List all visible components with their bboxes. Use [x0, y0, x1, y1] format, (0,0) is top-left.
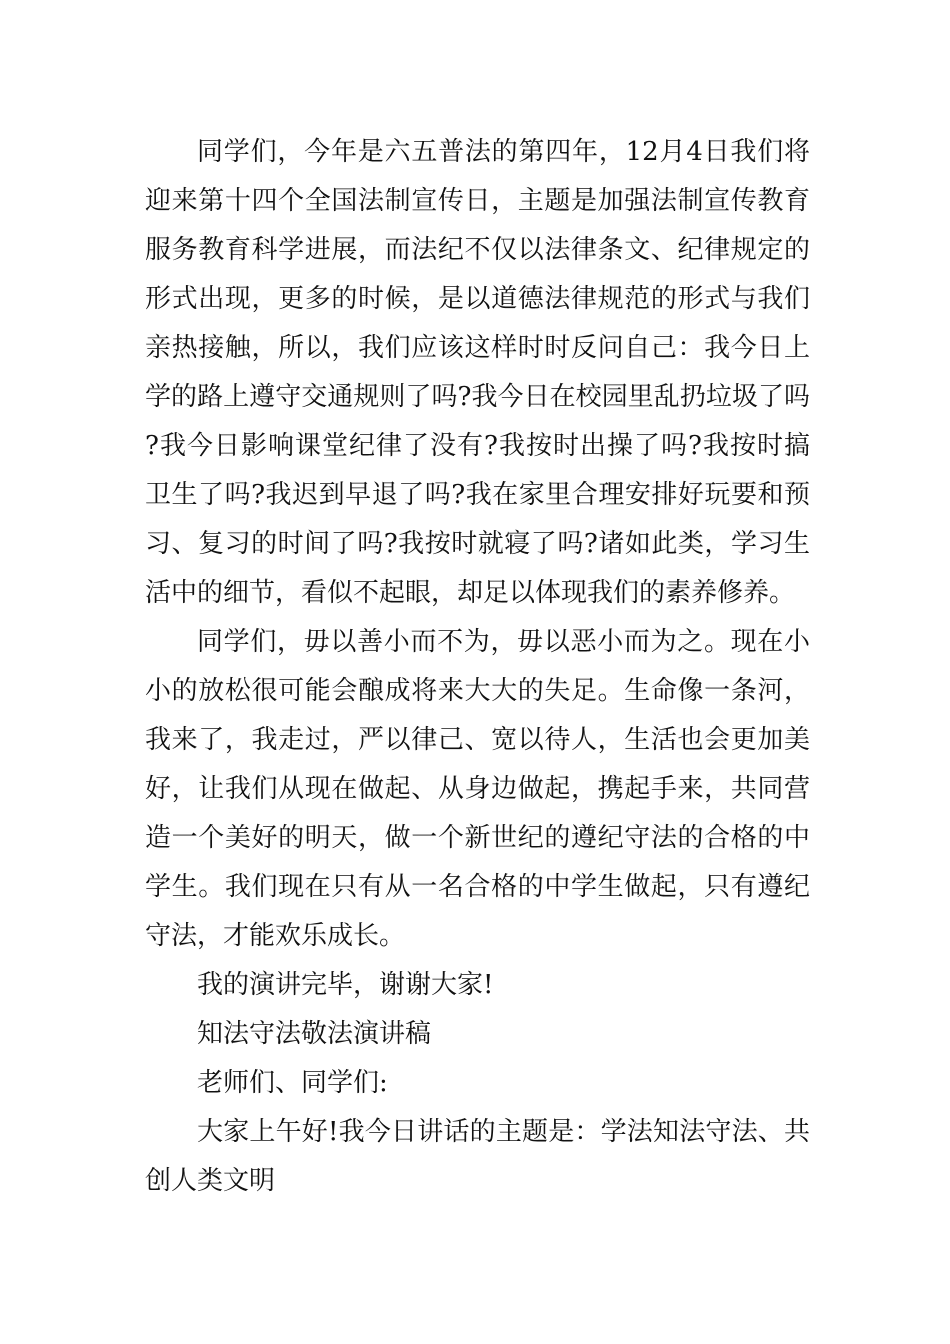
paragraph-closing-thanks: 我的演讲完毕，谢谢大家!: [197, 970, 494, 1000]
document-body: [145, 128, 810, 1206]
speech-title: 知法守法敬法演讲稿: [197, 1019, 432, 1049]
speech-salutation: 老师们、同学们:: [197, 1068, 388, 1098]
paragraph-small-good: 同学们，毋以善小而不为，毋以恶小而为之。现在小小的放松很可能会酿成将来大大的失足。生命像一条河，我来了，我走过，严以律己、宽以待人，生活也会更加美好，让我们从现在做起、从身边做起，携起手来，共同营造一个美好的明天，做一个新世纪的遵纪守法的合格的中学生。我们现在只有从一名合格的中学生做起，只有遵纪守法，才能欢乐成长。: [145, 627, 810, 951]
paragraph-greeting-topic: 大家上午好!我今日讲话的主题是：学法知法守法、共创人类文明: [145, 1117, 810, 1196]
paragraph-law-day: 同学们，今年是六五普法的第四年，12月4日我们将迎来第十四个全国法制宣传日，主题是加强法制宣传教育服务教育科学进展，而法纪不仅以法律条文、纪律规定的形式出现，更多的时候，是以道德法律规范的形式与我们亲热接触，所以，我们应该这样时时反问自己：我今日上学的路上遵守交通规则了吗?我今日在校园里乱扔垃圾了吗?我今日影响课堂纪律了没有?我按时出操了吗?我按时搞卫生了吗?我迟到早退了吗?我在家里合理安排好玩要和预习、复习的时间了吗?我按时就寝了吗?诸如此类，学习生活中的细节，看似不起眼，却足以体现我们的素养修养。: [145, 137, 810, 608]
